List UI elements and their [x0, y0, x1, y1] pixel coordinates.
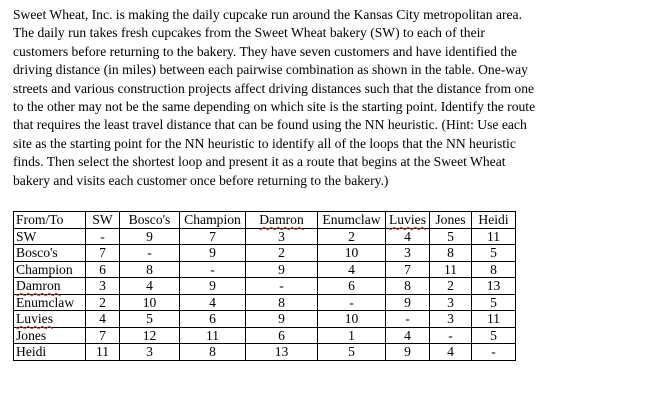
row-header: Bosco's	[14, 245, 86, 262]
row-header: Champion	[14, 261, 86, 278]
table-cell: 11	[180, 327, 246, 344]
table-cell: 5	[318, 344, 386, 361]
table-cell: 6	[318, 278, 386, 295]
column-header: Heidi	[472, 212, 516, 229]
problem-line: driving distance (in miles) between each pairwise combination as shown in the table. One-way	[13, 62, 528, 78]
table-cell: 8	[246, 294, 318, 311]
table-cell: 3	[386, 245, 430, 262]
table-cell: -	[472, 344, 516, 361]
problem-line: site as the starting point for the NN heuristic to identify all of the loops that the NN heuristic	[13, 135, 516, 151]
table-cell: 11	[86, 344, 120, 361]
table-cell: 5	[430, 228, 472, 245]
table-cell: -	[120, 245, 180, 262]
column-header-label: Luvies	[389, 212, 426, 227]
table-cell: 4	[430, 344, 472, 361]
table-cell: 9	[386, 294, 430, 311]
table-cell: 4	[386, 228, 430, 245]
problem-line: to the other may not be the same depending on which site is the starting point. Identify the route	[13, 99, 536, 115]
table-cell: 4	[180, 294, 246, 311]
table-cell: 10	[318, 311, 386, 328]
problem-line: streets and various construction projects affect driving distances such that the distance from one	[13, 80, 535, 96]
table-cell: 4	[86, 311, 120, 328]
table-cell: 3	[430, 294, 472, 311]
column-header: SW	[86, 212, 120, 229]
table-cell: 4	[386, 327, 430, 344]
table-cell: 9	[120, 228, 180, 245]
table-cell: 11	[430, 261, 472, 278]
table-cell: 11	[472, 311, 516, 328]
column-header: Jones	[430, 212, 472, 229]
table-cell: 7	[86, 327, 120, 344]
table-row	[14, 344, 516, 361]
table-cell: 5	[472, 327, 516, 344]
row-header	[14, 311, 86, 328]
row-header	[14, 278, 86, 295]
table-cell: 6	[246, 327, 318, 344]
row-header-label: Damron	[16, 278, 61, 293]
table-cell: 2	[86, 294, 120, 311]
table-cell: 13	[472, 278, 516, 295]
table-cell: 4	[318, 261, 386, 278]
table-cell: 3	[430, 311, 472, 328]
distance-table	[13, 211, 516, 361]
problem-line: bakery and visits each customer once before returning to the bakery.)	[13, 172, 389, 188]
table-cell: 6	[86, 261, 120, 278]
problem-line: customers before returning to the bakery. They have seven customers and have identified the	[13, 43, 517, 59]
table-cell: 8	[430, 245, 472, 262]
table-cell: 9	[180, 245, 246, 262]
column-header	[246, 212, 318, 229]
table-row	[14, 278, 516, 295]
table-cell: 5	[472, 245, 516, 262]
table-row	[14, 245, 516, 262]
table-cell: 2	[430, 278, 472, 295]
table-cell: 9	[386, 344, 430, 361]
row-header: Enumclaw	[14, 294, 86, 311]
table-cell: 10	[318, 245, 386, 262]
table-cell: 12	[120, 327, 180, 344]
table-cell: 4	[120, 278, 180, 295]
table-cell: -	[318, 294, 386, 311]
table-cell: 6	[180, 311, 246, 328]
problem-line: Sweet Wheat, Inc. is making the daily cupcake run around the Kansas City metropolitan area.	[13, 7, 522, 22]
table-cell: 5	[120, 311, 180, 328]
table-cell: 7	[86, 245, 120, 262]
table-cell: -	[246, 278, 318, 295]
table-cell: 8	[386, 278, 430, 295]
table-cell: -	[386, 311, 430, 328]
problem-line: finds. Then select the shortest loop and present it as a route that begins at the Sweet Wheat	[13, 154, 506, 170]
row-header: Jones	[14, 327, 86, 344]
table-row	[14, 294, 516, 311]
column-header: Champion	[180, 212, 246, 229]
table-cell: 3	[86, 278, 120, 295]
table-cell: 11	[472, 228, 516, 245]
table-cell: -	[430, 327, 472, 344]
column-header: Enumclaw	[318, 212, 386, 229]
table-row	[14, 327, 516, 344]
table-cell: 8	[120, 261, 180, 278]
column-header: Bosco's	[120, 212, 180, 229]
problem-statement	[13, 6, 653, 190]
table-cell: 3	[246, 228, 318, 245]
column-header-label: Damron	[259, 212, 304, 227]
problem-line: that requires the least travel distance that can be found using the NN heuristic. (Hint: Use each	[13, 117, 527, 133]
row-header: Heidi	[14, 344, 86, 361]
row-header-label: Luvies	[16, 311, 53, 326]
table-cell: 7	[386, 261, 430, 278]
table-cell: 8	[472, 261, 516, 278]
table-cell: 9	[246, 311, 318, 328]
table-row	[14, 261, 516, 278]
table-cell: 2	[318, 228, 386, 245]
column-header	[386, 212, 430, 229]
table-cell: 13	[246, 344, 318, 361]
table-cell: 2	[246, 245, 318, 262]
table-header-row	[14, 212, 516, 229]
table-cell: -	[86, 228, 120, 245]
row-header: SW	[14, 228, 86, 245]
table-cell: 10	[120, 294, 180, 311]
table-row	[14, 311, 516, 328]
table-cell: -	[180, 261, 246, 278]
table-cell: 3	[120, 344, 180, 361]
table-cell: 9	[180, 278, 246, 295]
table-cell: 9	[246, 261, 318, 278]
table-row	[14, 228, 516, 245]
problem-line: The daily run takes fresh cupcakes from the Sweet Wheat bakery (SW) to each of their	[13, 25, 485, 41]
table-cell: 5	[472, 294, 516, 311]
table-cell: 7	[180, 228, 246, 245]
corner-header: From/To	[14, 212, 86, 229]
table-cell: 1	[318, 327, 386, 344]
table-cell: 8	[180, 344, 246, 361]
